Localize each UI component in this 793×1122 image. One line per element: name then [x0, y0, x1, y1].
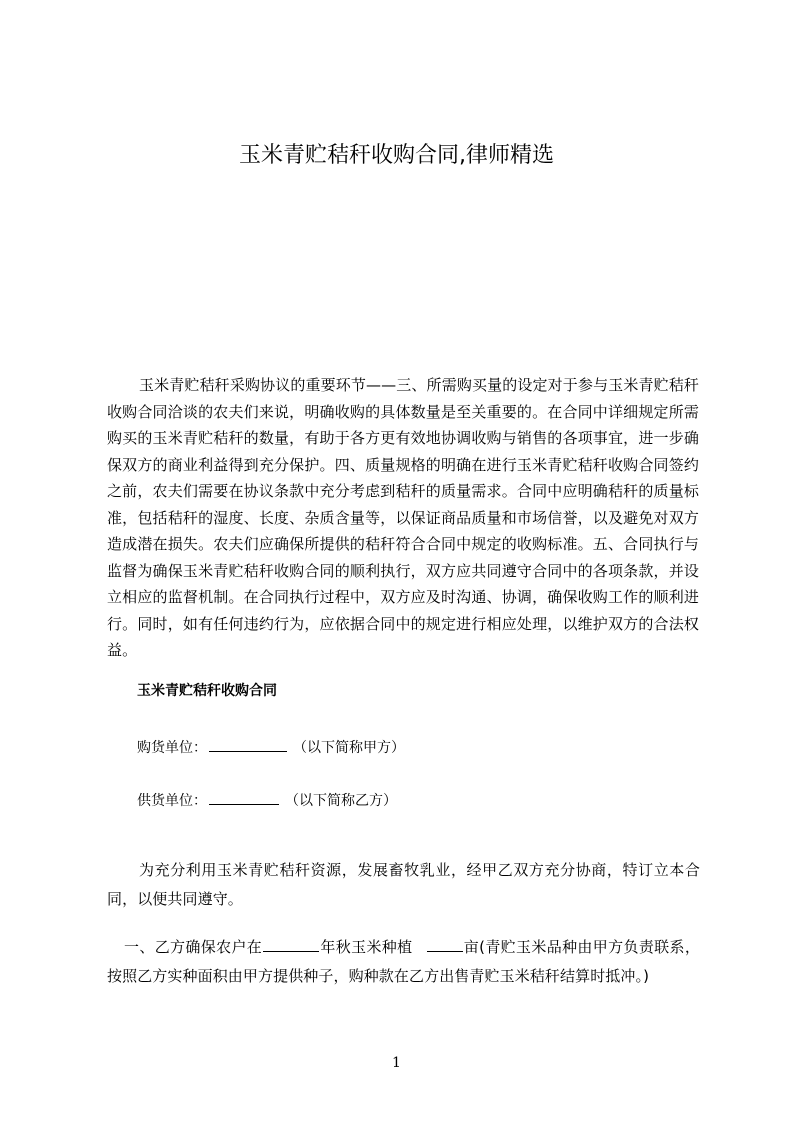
clause-1-part-2: 年秋玉米种植: [320, 938, 413, 956]
seller-label: 供货单位：: [137, 793, 207, 809]
buyer-blank: [209, 736, 287, 752]
buyer-line: [137, 736, 405, 759]
year-blank: [263, 936, 319, 952]
clause-1-part-1: 一、乙方确保农户在: [124, 938, 263, 956]
purpose-paragraph: 为充分利用玉米青贮秸秆资源，发展畜牧乳业，经甲乙双方充分协商，特订立本合同，以便共同遵守。: [107, 861, 700, 908]
clause-1-paragraph: [107, 933, 700, 991]
seller-note: （以下简称乙方）: [285, 793, 397, 809]
page-number: 1: [392, 1055, 401, 1071]
intro-paragraph: 玉米青贮秸秆采购协议的重要环节——三、所需购买量的设定对于参与玉米青贮秸秆收购合同洽谈的农夫们来说，明确收购的具体数量是至关重要的。在合同中详细规定所需购买的玉米青贮秸秆的数量，有助于各方更有效地协调收购与销售的各项事宜，进一步确保双方的商业利益得到充分保护。四、质量规格的明确在进行玉米青贮秸秆收购合同签约之前，农夫们需要在协议条款中充分考虑到秸秆的质量需求。合同中应明确秸秆的质量标准，包括秸秆的湿度、长度、杂质含量等，以保证商品质量和市场信誉，以及避免对双方造成潜在损失。农夫们应确保所提供的秸秆符合合同中规定的收购标准。五、合同执行与监督为确保玉米青贮秸秆收购合同的顺利执行，双方应共同遵守合同中的各项条款，并设立相应的监督机制。在合同执行过程中，双方应及时沟通、协调，确保收购工作的顺利进行。同时，如有任何违约行为，应依据合同中的规定进行相应处理，以维护双方的合法权益。: [107, 376, 699, 659]
buyer-note: （以下简称甲方）: [293, 740, 405, 756]
acreage-blank: [427, 936, 463, 952]
contract-heading: 玉米青贮秸秆收购合同: [137, 683, 277, 699]
buyer-label: 购货单位：: [137, 740, 207, 756]
clause-1-part-3: 亩(青贮玉米品种由甲方负责联系，按照乙方实种面积由甲方提供种子，购种款在乙方出售青贮玉米秸秆结算时抵冲。): [107, 938, 700, 985]
seller-line: [137, 789, 397, 812]
page-title: 玉米青贮秸秆收购合同,律师精选: [239, 143, 554, 168]
seller-blank: [209, 789, 279, 805]
